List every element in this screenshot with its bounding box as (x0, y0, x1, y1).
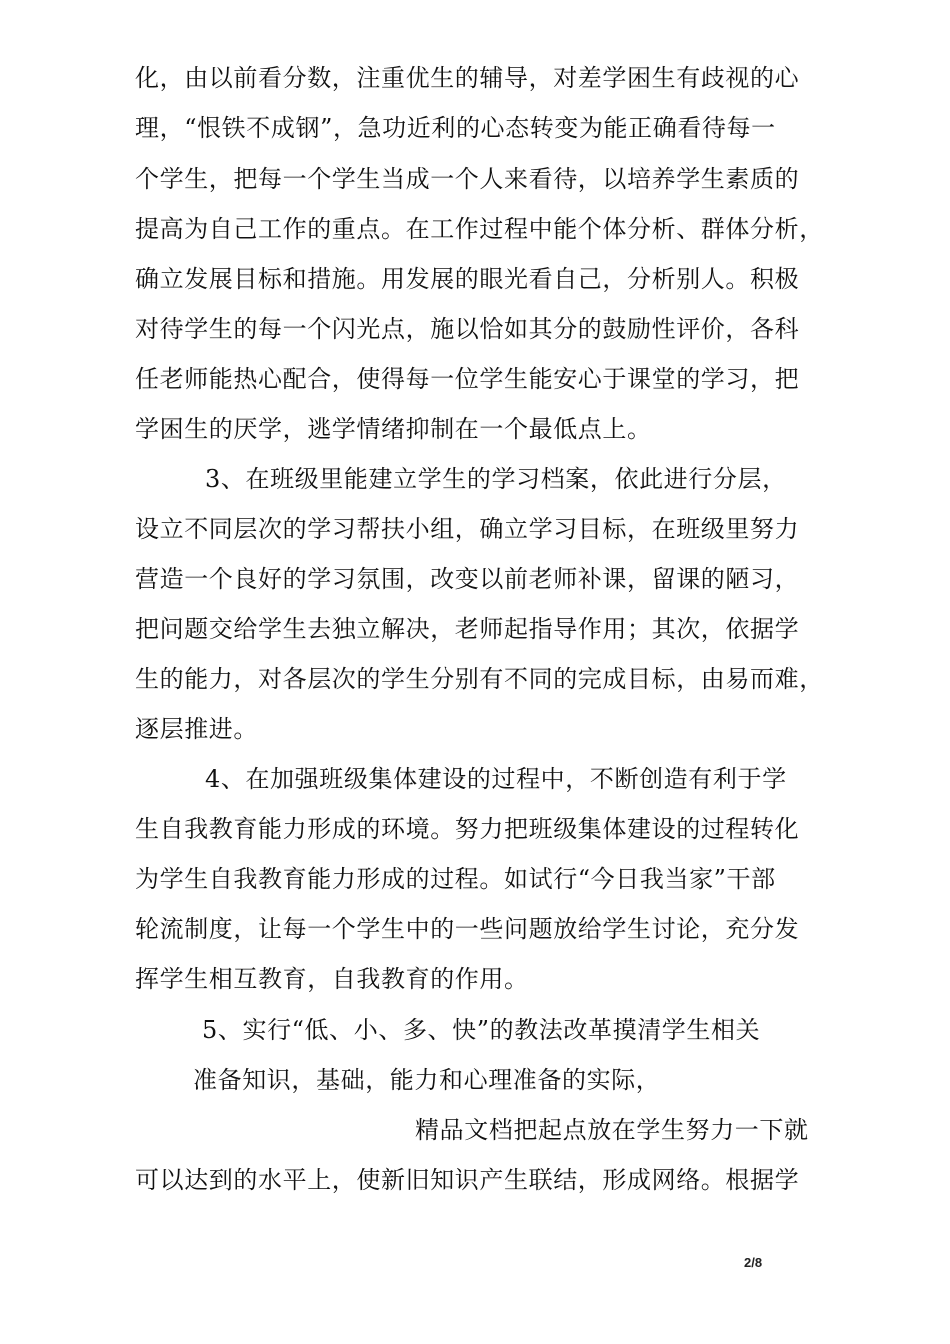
text-line-14: 逐层推进。 (135, 715, 258, 743)
text-line-21: 准备知识，基础，能力和心理准备的实际， (193, 1066, 661, 1094)
text-line-12: 把问题交给学生去独立解决，老师起指导作用；其次，依据学 (135, 615, 800, 643)
text-line-11: 营造一个良好的学习氛围，改变以前老师补课，留课的陋习， (135, 565, 800, 593)
text-line-4: 提高为自己工作的重点。在工作过程中能个体分析、群体分析， (135, 215, 824, 243)
text-line-7: 任老师能热心配合，使得每一位学生能安心于课堂的学习，把 (135, 365, 800, 393)
text-line-5: 确立发展目标和措施。用发展的眼光看自己，分析别人。积极 (135, 265, 800, 293)
text-line-15: 4、在加强班级集体建设的过程中，不断创造有利于学 (205, 765, 787, 793)
text-line-8: 学困生的厌学，逃学情绪抑制在一个最低点上。 (135, 415, 652, 443)
text-line-22: 精品文档把起点放在学生努力一下就 (415, 1116, 809, 1144)
text-line-3: 个学生，把每一个学生当成一个人来看待，以培养学生素质的 (135, 165, 800, 193)
text-line-18: 轮流制度，让每一个学生中的一些问题放给学生讨论，充分发 (135, 915, 800, 943)
text-line-2: 理，“恨铁不成钢”，急功近利的心态转变为能正确看待每一 (135, 114, 776, 142)
text-line-16: 生自我教育能力形成的环境。努力把班级集体建设的过程转化 (135, 815, 800, 843)
page-number: 2/8 (744, 1255, 763, 1270)
text-line-19: 挥学生相互教育，自我教育的作用。 (135, 965, 529, 993)
text-line-13: 生的能力，对各层次的学生分别有不同的完成目标，由易而难， (135, 665, 824, 693)
text-line-17: 为学生自我教育能力形成的过程。如试行“今日我当家”干部 (135, 865, 776, 893)
text-line-6: 对待学生的每一个闪光点，施以恰如其分的鼓励性评价，各科 (135, 315, 800, 343)
text-line-9: 3、在班级里能建立学生的学习档案，依此进行分层， (205, 465, 787, 493)
text-line-20: 5、实行“低、小、多、快”的教法改革摸清学生相关 (202, 1016, 761, 1044)
text-line-10: 设立不同层次的学习帮扶小组，确立学习目标，在班级里努力 (135, 515, 800, 543)
text-line-1: 化，由以前看分数，注重优生的辅导，对差学困生有歧视的心 (135, 64, 800, 92)
text-line-23: 可以达到的水平上，使新旧知识产生联结，形成网络。根据学 (135, 1166, 800, 1194)
